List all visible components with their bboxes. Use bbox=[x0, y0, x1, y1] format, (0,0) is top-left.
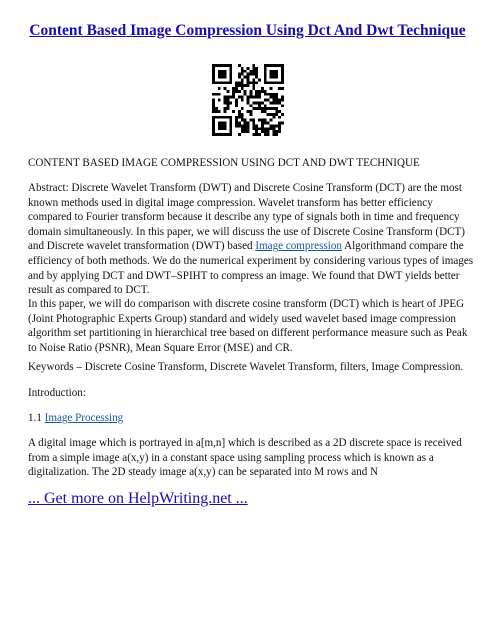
digital-image-paragraph: A digital image which is portrayed in a[m,n] which is described as a 2D discrete space is received from a simple image a(x,y) in a constant space using sampling process which is known as a digitalization. The 2D steady image a(x,y) can be separated into M rows and N bbox=[28, 437, 462, 479]
keywords-line: Keywords – Discrete Cosine Transform, Discrete Wavelet Transform, filters, Image Compression. bbox=[28, 361, 464, 373]
abstract-paragraph: Abstract: Discrete Wavelet Transform (DWT) and Discrete Cosine Transform (DCT) are the most known methods used in digital image compression. Wavelet transform has better efficiency compared to Fourier transform because it describe any type of signals both in time and frequency domain simultaneously. In this paper, we will discuss the use of Discrete Cosine Transform (DCT) and Discrete wavelet transformation (DWT) based Image compression Algorithmand compare the efficiency of both methods. We do the numerical experiment by considering various types of images and by applying DCT and DWT–SPIHT to compress an image. We found that DWT yields better result as compared to DCT. bbox=[28, 182, 474, 297]
document-title bbox=[0, 22, 495, 40]
image-compression-link[interactable]: Image compression bbox=[255, 240, 342, 253]
image-processing-link[interactable]: Image Processing bbox=[44, 412, 124, 424]
introduction-heading: Introduction: bbox=[28, 387, 86, 399]
section-heading: CONTENT BASED IMAGE COMPRESSION USING DCT AND DWT TECHNIQUE bbox=[28, 157, 420, 169]
comparison-paragraph: In this paper, we will do comparison with discrete cosine transform (DCT) which is heart of JPEG (Joint Photographic Experts Group) standard and widely used wavelet based image compression algorithm set partitioning in hierarchical tree based on different performance measure such as Peak to Noise Ratio (PSNR), Mean Square Error (MSE) and CR. bbox=[28, 298, 468, 354]
get-more-link[interactable]: ... Get more on HelpWriting.net ... bbox=[28, 490, 248, 507]
subsection-heading: 1.1 Image Processing bbox=[28, 412, 124, 424]
title-link[interactable]: Content Based Image Compression Using Dct And Dwt Technique bbox=[29, 22, 466, 39]
qr-code-icon bbox=[212, 64, 284, 136]
